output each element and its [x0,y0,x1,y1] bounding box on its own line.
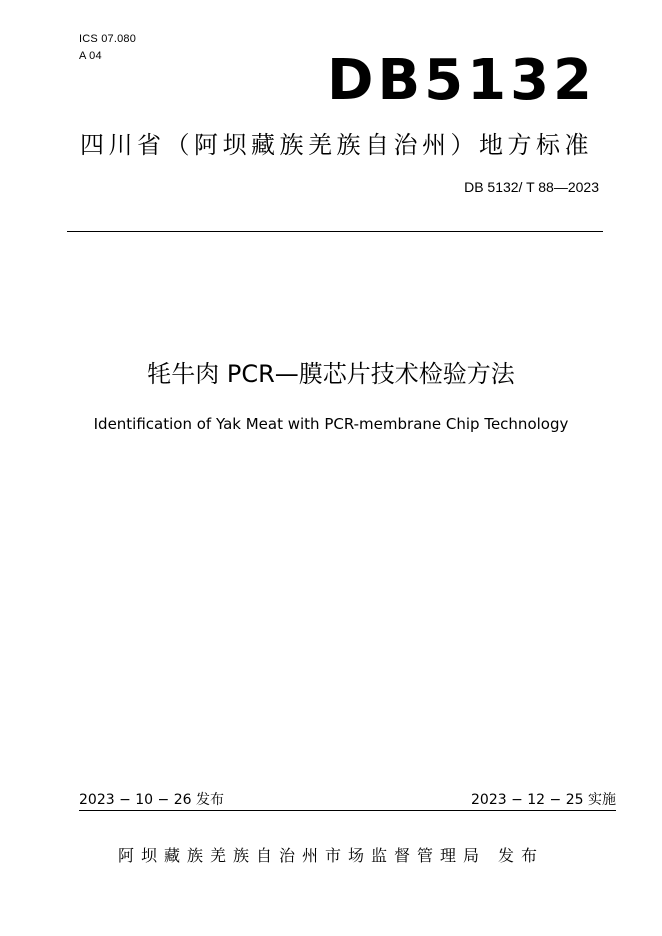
issuer [0,845,662,867]
issuer-name: 阿坝藏族羌族自治州市场监督管理局 [117,846,486,865]
category-code: A 04 [79,50,102,62]
bottom-divider [79,810,616,811]
ics-code: ICS 07.080 [79,33,137,45]
issuer-action: 发布 [498,846,545,865]
top-divider [67,231,603,232]
standard-type: 四川省（阿坝藏族羌族自治州）地方标准 [80,131,593,159]
standard-number: DB 5132/ T 88—2023 [464,179,599,195]
document-title-chinese: 牦牛肉 PCR—膜芯片技术检验方法 [147,360,515,388]
db-logo: DB5132 [326,48,596,113]
implementation-date: 2023 − 12 − 25 实施 [471,792,616,808]
issue-date: 2023 − 10 − 26 发布 [79,792,224,808]
document-title-english: Identification of Yak Meat with PCR-membrane Chip Technology [93,415,569,433]
